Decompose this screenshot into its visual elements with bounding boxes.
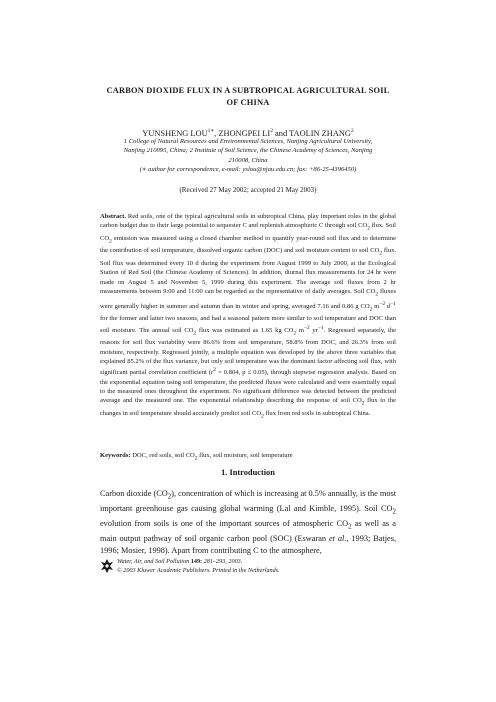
subscript: 2 xyxy=(167,493,172,501)
subscript: 2 xyxy=(392,508,396,516)
subscript: 2 xyxy=(369,306,373,313)
author-3-mark: 2 xyxy=(350,128,354,134)
received-dates: (Received 27 May 2002; accepted 21 May 2003) xyxy=(179,186,317,194)
abstract-text: Red soils, one of the typical agricultural soils in subtropical China, play important roles in the global carbon budget due to their large potential to sequester C and replenish atmospheric C through soil CO xyxy=(100,213,396,230)
intro-text: ), concentration of which is increasing at 0.5% annually, is the most important greenhouse gas causing global warming (Lal and Kimble, 1995). Soil CO xyxy=(100,489,397,514)
abstract-text: flux was estimated as 1.65 kg CO xyxy=(196,326,294,334)
abstract xyxy=(100,212,396,422)
author-2: , ZHONGPEI LI xyxy=(214,128,271,138)
keywords-text: DOC, red soils, soil CO xyxy=(130,452,195,459)
affiliation-line-3: 210008, China xyxy=(228,156,268,164)
affiliation-line-2: Nanjing 210095, China; 2 Institute of Soil Science, the Chinese Academy of Sciences, Nanjing xyxy=(123,147,373,155)
abstract-text: . Regressed separately, the reasons for soil flux variability were 86.6% from soil temperature, 58.8% from DOC, and 26.3% from soil moisture, respectively. Regressed jointly, a multiple equation was developed by the above three variables that explained 85.2% of the flux variance, but only soil temperature was the dominant factor affecting soil flux, with significant partial correlation coefficient (r xyxy=(100,326,397,377)
abstract-text: m xyxy=(372,302,380,310)
subscript: 2 xyxy=(109,238,112,245)
affiliation-line-1: 1 College of Natural Resources and Environmental Sciences, Nanjing Agricultural University, xyxy=(123,138,373,145)
title-line-1: CARBON DIOXIDE FLUX IN A SUBTROPICAL AGRICULTURAL SOIL xyxy=(106,86,390,95)
author-2-mark: 2 xyxy=(270,128,273,134)
affiliations xyxy=(100,137,396,174)
subscript: 2 xyxy=(375,291,379,298)
subscript: 2 xyxy=(194,455,198,462)
intro-text: Carbon dioxide (CO xyxy=(100,489,168,498)
abstract-text: d xyxy=(385,302,391,310)
subscript: 2 xyxy=(261,413,264,420)
abstract-text: flux from red soils in subtropical China. xyxy=(263,409,371,417)
superscript: 2 xyxy=(213,367,216,374)
keywords-label: Keywords: xyxy=(100,452,131,459)
keywords xyxy=(100,451,396,464)
section-heading-introduction: 1. Introduction xyxy=(221,468,275,477)
abstract-text: = 0.804, p ≤ 0.05), through stepwise regression analysis. Based on the exponential equation using soil temperature, the predicted fluxes were calculated and were essentially equal to the measured ones throughout the experiment. No significant difference was detected between the predicted average and the measured one. The exponential relationship describing the response of soil CO xyxy=(100,369,396,405)
subscript: 2 xyxy=(367,225,370,232)
publisher-logo-icon xyxy=(100,558,114,574)
abstract-text: for the former and latter two seasons, and had a seasonal pattern more similar to soil temperature and DOC than soil moisture. The annual soil CO xyxy=(100,315,396,334)
abstract-text: flux to the changes in soil temperature should accurately predict soil CO xyxy=(100,397,397,417)
subscript: 2 xyxy=(361,400,365,407)
subscript: 2 xyxy=(348,523,352,531)
journal-volume: 149: xyxy=(189,558,203,565)
intro-text: evolution from soils is one of the important sources of atmospheric CO xyxy=(100,519,349,529)
intro-text: as well as a main output pathway of soil organic carbon pool (SOC) (Eswaran xyxy=(100,519,396,544)
introduction-paragraph xyxy=(100,488,396,556)
keywords-text: flux, soil moisture, soil temperature xyxy=(197,452,293,459)
intro-text: , 1993; Batjes, 1996; Mosier, 1998). Apart from contributing C to the atmosphere, xyxy=(100,534,397,555)
author-1-mark: 1∗ xyxy=(207,128,215,134)
superscript: −2 xyxy=(303,324,310,331)
abstract-text: flux. Soil flux was determined every 10 d during the experiment from August 1999 to July 2000, at the Ecological Station of Red Soil (the Chinese Academy of Sciences). In addition, diurnal flux measurements for 24 hr were made on August 5 and November 5, 1999 during this experiment. The average soil fluxes from 2 hr measurements between 9:00 and 11:00 can be regarded as the representative of daily averages. Soil CO xyxy=(100,247,396,295)
paper-title xyxy=(100,85,396,109)
subscript: 2 xyxy=(193,330,197,337)
superscript: −2 xyxy=(379,300,386,307)
intro-et-al: et al. xyxy=(328,534,347,544)
publisher-line: © 2003 Kluwer Academic Publishers. Printed in the Netherlands. xyxy=(117,566,280,574)
superscript: −1 xyxy=(390,300,396,307)
abstract-text: emission was measured using a closed chamber method to quantify year-round soil flux and to determine the contribution of soil temperature, dissolved organic carbon (DOC) and soil moisture content to soil CO xyxy=(100,234,396,255)
abstract-text: yr xyxy=(309,326,318,334)
abstract-text: m xyxy=(296,326,304,334)
abstract-text: fluxes were generally higher in summer and autumn than in winter and spring, averaged 7.16 and 0.86 g CO xyxy=(100,287,396,310)
subscript: 2 xyxy=(379,250,383,257)
superscript: −1 xyxy=(317,324,324,331)
subscript: 2 xyxy=(293,330,297,337)
abstract-text: flux. Soil CO xyxy=(100,222,396,242)
journal-name: Water, Air, and Soil Pollution xyxy=(117,558,190,565)
author-1: YUNSHENG LOU xyxy=(142,128,208,138)
journal-footer xyxy=(100,558,396,580)
title-line-2: OF CHINA xyxy=(226,98,270,107)
author-3: and TAOLIN ZHANG xyxy=(272,128,351,138)
journal-line xyxy=(117,558,280,567)
abstract-label: Abstract. xyxy=(100,213,126,220)
correspondence-line: (∗ author for correspondence, e-mail: yslou@njau.edu.cn; fax: +86-25-4396450) xyxy=(139,165,357,173)
journal-citation xyxy=(117,558,280,575)
journal-pages: 281–293, 2003. xyxy=(202,558,243,565)
